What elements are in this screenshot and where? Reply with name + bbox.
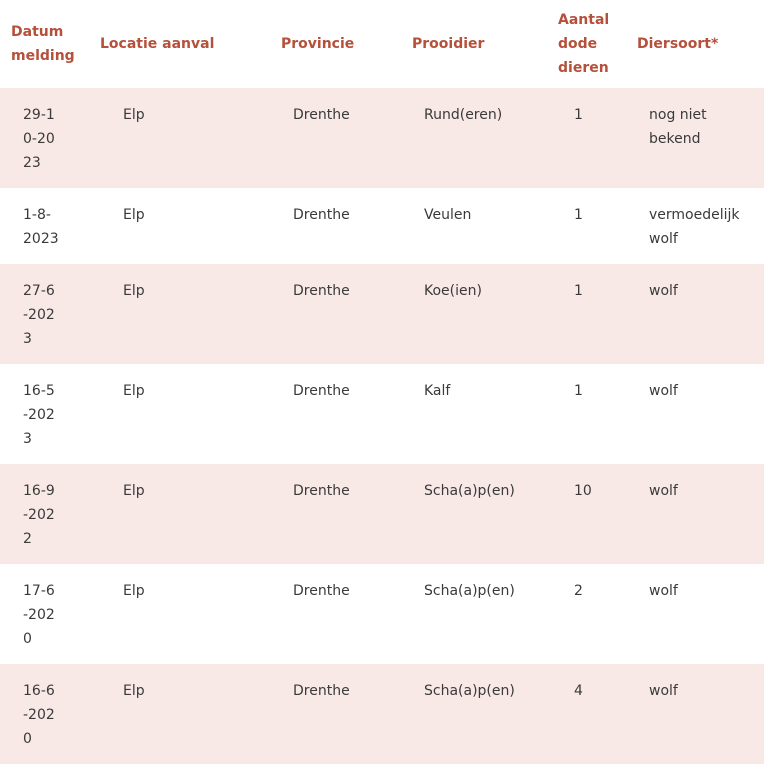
cell-province: Drenthe [293, 207, 350, 223]
cell-date [0, 664, 100, 764]
date-text: 16-9-2022 [23, 483, 55, 547]
table-row [0, 264, 764, 364]
cell-province: Drenthe [293, 583, 350, 599]
cell-prey: Koe(ien) [424, 283, 482, 299]
cell-species [637, 364, 764, 464]
cell-species [637, 664, 764, 764]
cell-date [0, 188, 100, 264]
cell-province: Drenthe [293, 383, 350, 399]
date-text: 16-6-2020 [23, 683, 55, 747]
cell-species [637, 264, 764, 364]
cell-species [637, 464, 764, 564]
cell-count: 4 [574, 683, 583, 699]
species-text: wolf [649, 383, 678, 399]
cell-province: Drenthe [293, 107, 350, 123]
header-province: Provincie [281, 36, 355, 52]
table-row [0, 564, 764, 664]
cell-location: Elp [123, 583, 145, 599]
cell-date [0, 564, 100, 664]
header-prey: Prooidier [412, 36, 485, 52]
table-row [0, 188, 764, 264]
table-row [0, 88, 764, 188]
date-text: 1-8-2023 [23, 207, 59, 247]
cell-location: Elp [123, 107, 145, 123]
header-date: Datum melding [11, 24, 75, 64]
header-species: Diersoort* [637, 36, 719, 52]
cell-prey: Scha(a)p(en) [424, 583, 515, 599]
cell-prey: Kalf [424, 383, 451, 399]
species-text: vermoedelijk wolf [649, 207, 740, 247]
cell-count: 1 [574, 207, 583, 223]
date-text: 27-6-2023 [23, 283, 55, 347]
cell-province: Drenthe [293, 283, 350, 299]
header-row [0, 0, 764, 88]
cell-prey: Veulen [424, 207, 472, 223]
header-location: Locatie aanval [100, 36, 215, 52]
header-count: Aantal dode dieren [558, 12, 610, 76]
cell-count: 1 [574, 383, 583, 399]
cell-count: 1 [574, 107, 583, 123]
cell-prey: Rund(eren) [424, 107, 503, 123]
cell-location: Elp [123, 483, 145, 499]
cell-location: Elp [123, 683, 145, 699]
date-text: 16-5-2023 [23, 383, 55, 447]
cell-location: Elp [123, 283, 145, 299]
cell-date [0, 88, 100, 188]
date-text: 17-6-2020 [23, 583, 55, 647]
cell-province: Drenthe [293, 483, 350, 499]
species-text: wolf [649, 483, 678, 499]
cell-species [637, 88, 764, 188]
cell-date [0, 464, 100, 564]
cell-date [0, 364, 100, 464]
table-row [0, 464, 764, 564]
cell-species [637, 564, 764, 664]
cell-count: 2 [574, 583, 583, 599]
species-text: wolf [649, 283, 678, 299]
table-row [0, 364, 764, 464]
table-row [0, 664, 764, 764]
cell-prey: Scha(a)p(en) [424, 483, 515, 499]
cell-location: Elp [123, 207, 145, 223]
table-header [0, 0, 764, 88]
cell-location: Elp [123, 383, 145, 399]
date-text: 29-10-2023 [23, 107, 55, 171]
cell-count: 10 [574, 483, 592, 499]
cell-count: 1 [574, 283, 583, 299]
species-text: wolf [649, 683, 678, 699]
species-text: nog niet bekend [649, 107, 707, 147]
cell-species [637, 188, 764, 264]
cell-province: Drenthe [293, 683, 350, 699]
cell-date [0, 264, 100, 364]
cell-prey: Scha(a)p(en) [424, 683, 515, 699]
table-body [0, 88, 764, 764]
species-text: wolf [649, 583, 678, 599]
